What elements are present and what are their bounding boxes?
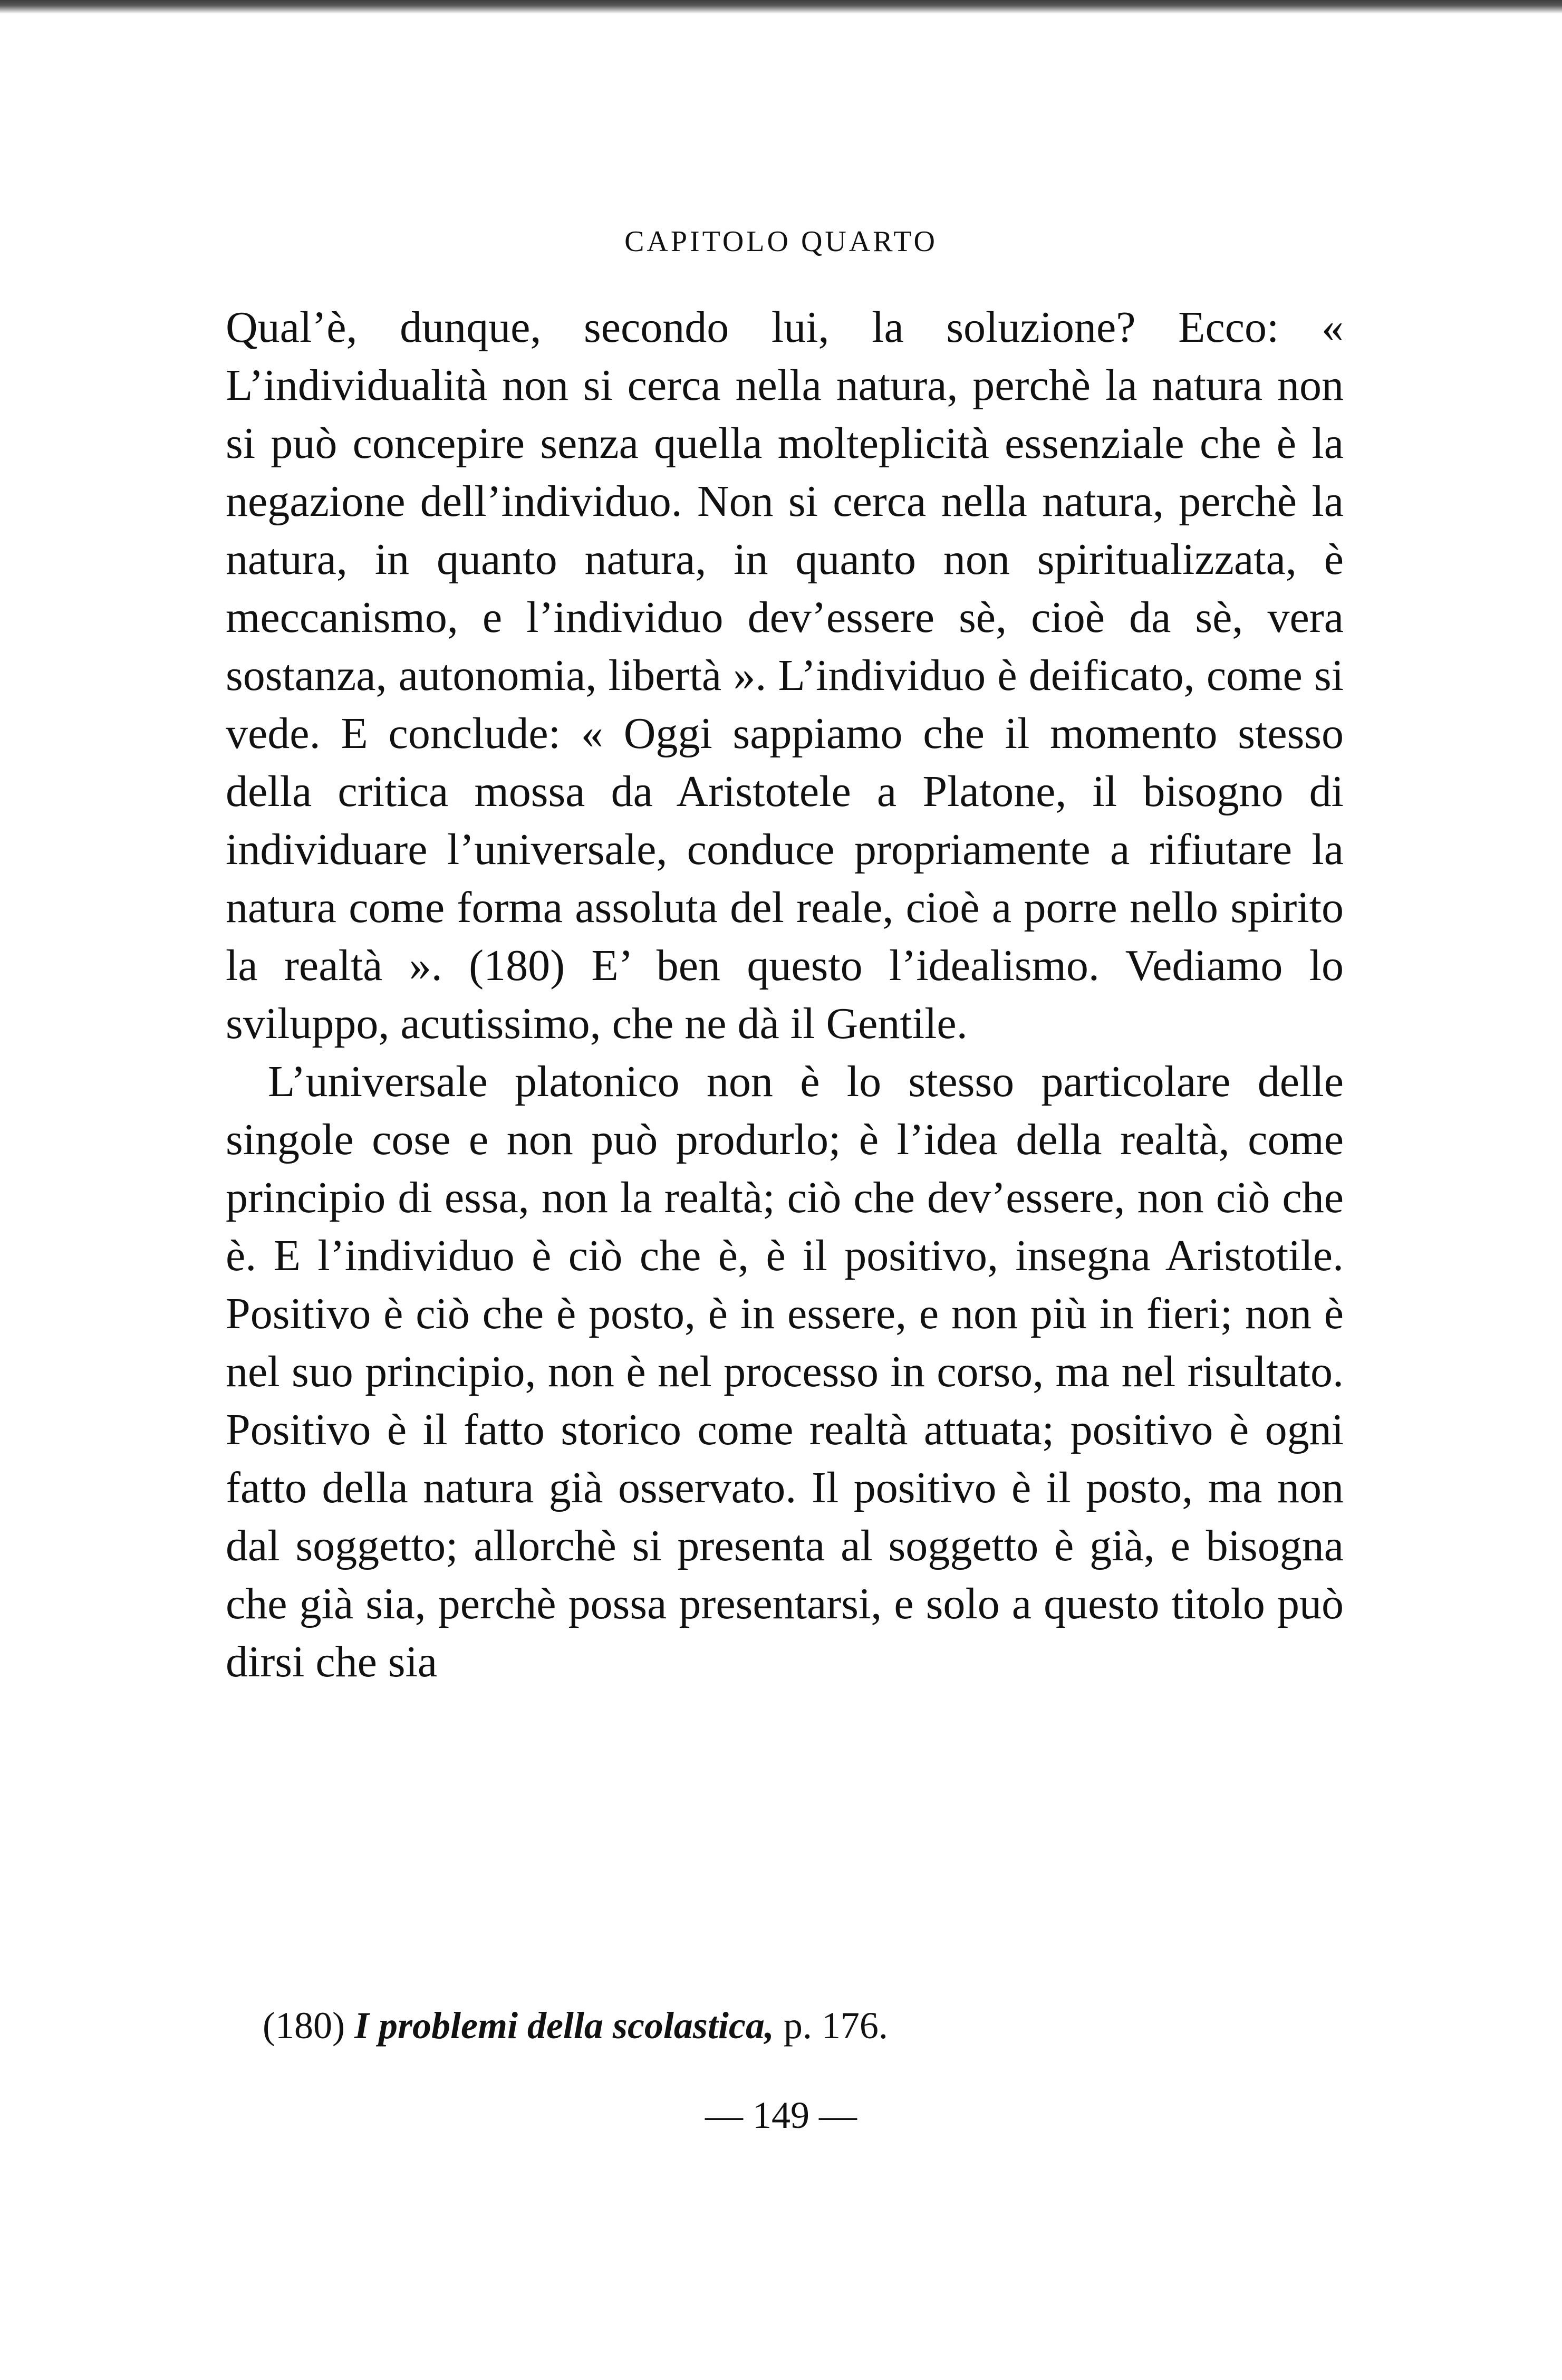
paragraph-2: L’universale platonico non è lo stesso particolare delle singole cose e non può produrlo; è l’idea della realtà, come principio di essa, non la realtà; ciò che dev’essere, non ciò che è. E l’individuo è ciò che è, è il positivo, insegna Aristotile. Positivo è ciò che è posto, è in essere, e non più in fieri; non è nel suo principio, non è nel processo in corso, ma nel risultato. Positivo è il fatto storico come realtà attuata; positivo è ogni fatto della natura già osservato. Il positivo è il posto, ma non dal soggetto; allorchè si presenta al soggetto è già, e bisogna che già sia, perchè possa presentarsi, e solo a questo titolo può dirsi che sia: [226, 1057, 1344, 1686]
footnote-number: (180): [263, 2004, 345, 2047]
main-text-column: [226, 299, 1344, 1691]
footnote-page-ref: p. 176.: [783, 2004, 888, 2047]
footnote: [263, 1999, 1344, 2052]
footnote-title: I problemi della scolastica,: [354, 2004, 774, 2047]
page-number: — 149 —: [705, 2094, 857, 2136]
scan-edge-shadow: [0, 0, 1562, 14]
running-header: CAPITOLO QUARTO: [624, 225, 938, 258]
paragraph-1: Qual’è, dunque, secondo lui, la soluzione? Ecco: « L’individualità non si cerca nella natura, perchè la natura non si può concepire senza quella molteplicità essenziale che è la negazione dell’individuo. Non si cerca nella natura, perchè la natura, in quanto natura, in quanto non spiritualizzata, è meccanismo, e l’individuo dev’essere sè, cioè da sè, vera sostanza, autonomia, libertà ». L’individuo è deificato, come si vede. E conclude: « Oggi sappiamo che il momento stesso della critica mossa da Aristotele a Platone, il bisogno di individuare l’universale, conduce propriamente a rifiutare la natura come forma assoluta del reale, cioè a porre nello spirito la realtà ». (180) E’ ben questo l’idealismo. Vediamo lo sviluppo, acutissimo, che ne dà il Gentile.: [226, 303, 1344, 1048]
